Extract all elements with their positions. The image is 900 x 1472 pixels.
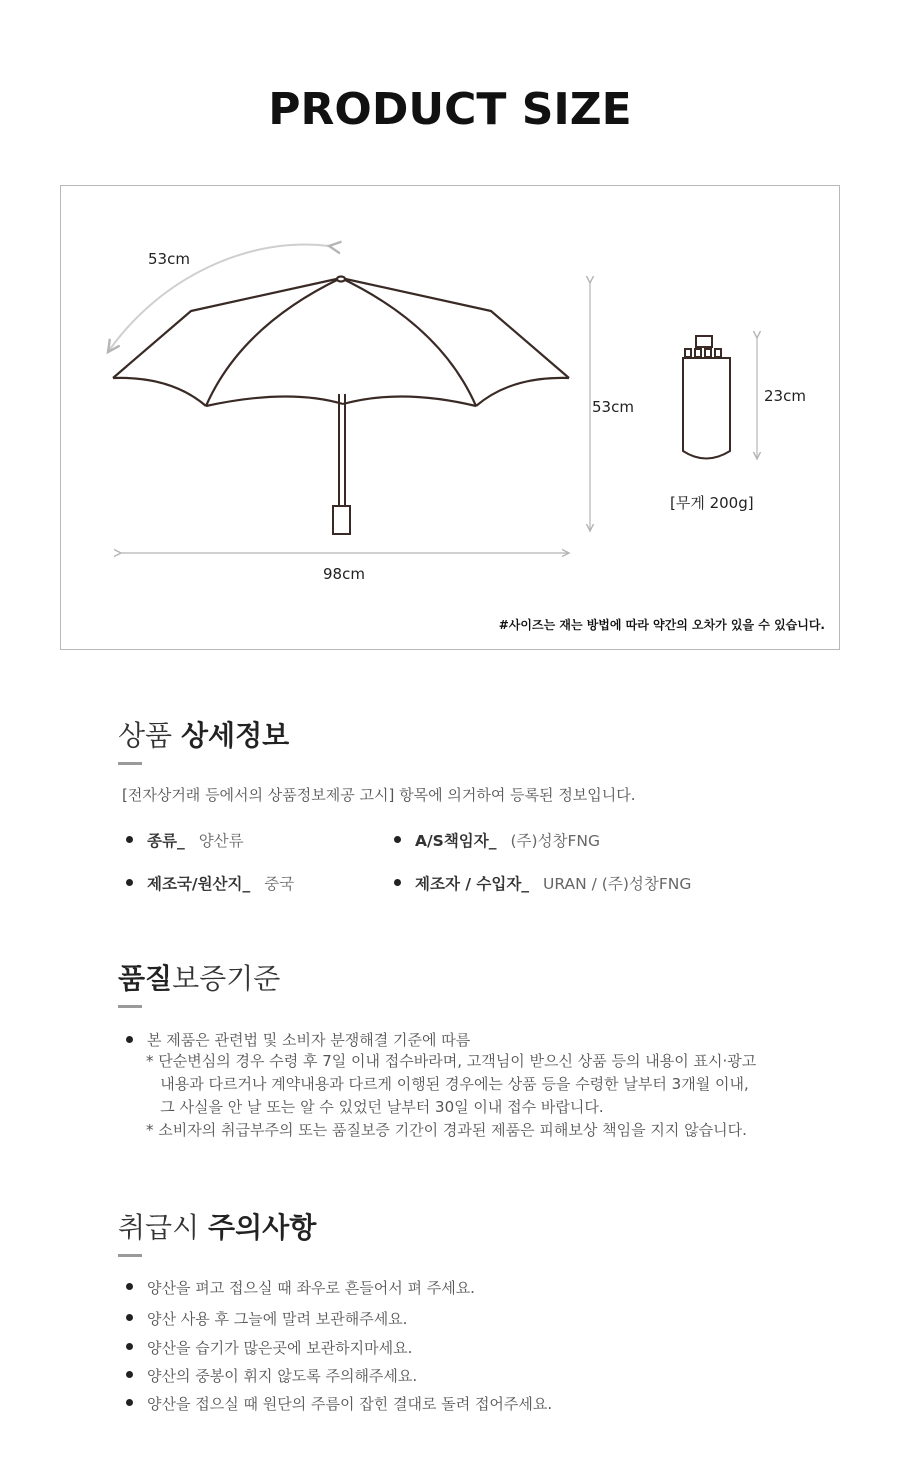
caution-item: 양산을 습기가 많은곳에 보관하지마세요. xyxy=(126,1337,412,1358)
arc-length-label: 53cm xyxy=(148,250,190,268)
page-title: PRODUCT SIZE xyxy=(268,84,632,135)
caution-item: 양산 사용 후 그늘에 말려 보관해주세요. xyxy=(126,1308,407,1329)
caution-section-title: 취급시 주의사항 xyxy=(118,1211,317,1244)
quality-section-title: 품질보증기준 xyxy=(118,962,281,995)
folded-umbrella xyxy=(683,336,730,459)
quality-sub-line: 그 사실을 안 날 또는 알 수 있었던 날부터 30일 이내 접수 바랍니다. xyxy=(146,1098,604,1116)
umbrella-shaft xyxy=(333,394,350,534)
spec-origin: 제조국/원산지_ 중국 xyxy=(126,872,294,894)
width-label: 98cm xyxy=(323,565,365,583)
caution-section-bar xyxy=(118,1254,142,1257)
caution-item: 양산을 펴고 접으실 때 좌우로 흔들어서 펴 주세요. xyxy=(126,1277,475,1298)
arc-dimension-line xyxy=(108,244,329,352)
spec-as-manager: A/S책임자_ (주)성창FNG xyxy=(394,829,600,851)
quality-sub-line: 내용과 다르거나 계약내용과 다르게 이행된 경우에는 상품 등을 수령한 날부터 3개월 이내, xyxy=(146,1075,749,1093)
caution-item: 양산의 중봉이 휘지 않도록 주의해주세요. xyxy=(126,1365,417,1386)
weight-label: [무게 200g] xyxy=(670,494,754,512)
quality-main-item: 본 제품은 관련법 및 소비자 분쟁해결 기준에 따름 xyxy=(126,1029,470,1050)
caution-item: 양산을 접으실 때 원단의 주름이 잡힌 결대로 돌려 접어주세요. xyxy=(126,1393,552,1414)
umbrella-canopy xyxy=(113,277,569,407)
quality-section-bar xyxy=(118,1005,142,1008)
detail-intro: [전자상거래 등에서의 상품정보제공 고시] 항목에 의거하여 등록된 정보입니다. xyxy=(122,786,636,804)
detail-section-bar xyxy=(118,762,142,765)
product-size-diagram xyxy=(60,185,840,650)
folded-length-label: 23cm xyxy=(764,387,806,405)
spec-manufacturer: 제조자 / 수입자_ URAN / (주)성창FNG xyxy=(394,872,691,894)
detail-section-title: 상품 상세정보 xyxy=(118,719,290,752)
spec-type: 종류_ 양산류 xyxy=(126,829,244,851)
quality-sub-line: * 단순변심의 경우 수령 후 7일 이내 접수바라며, 고객님이 받으신 상품 등의 내용이 표시·광고 xyxy=(146,1052,757,1070)
quality-sub-line: * 소비자의 취급부주의 또는 품질보증 기간이 경과된 제품은 피해보상 책임을 지지 않습니다. xyxy=(146,1121,747,1139)
height-label: 53cm xyxy=(592,398,634,416)
measurement-note: #사이즈는 재는 방법에 따라 약간의 오차가 있을 수 있습니다. xyxy=(498,618,825,632)
